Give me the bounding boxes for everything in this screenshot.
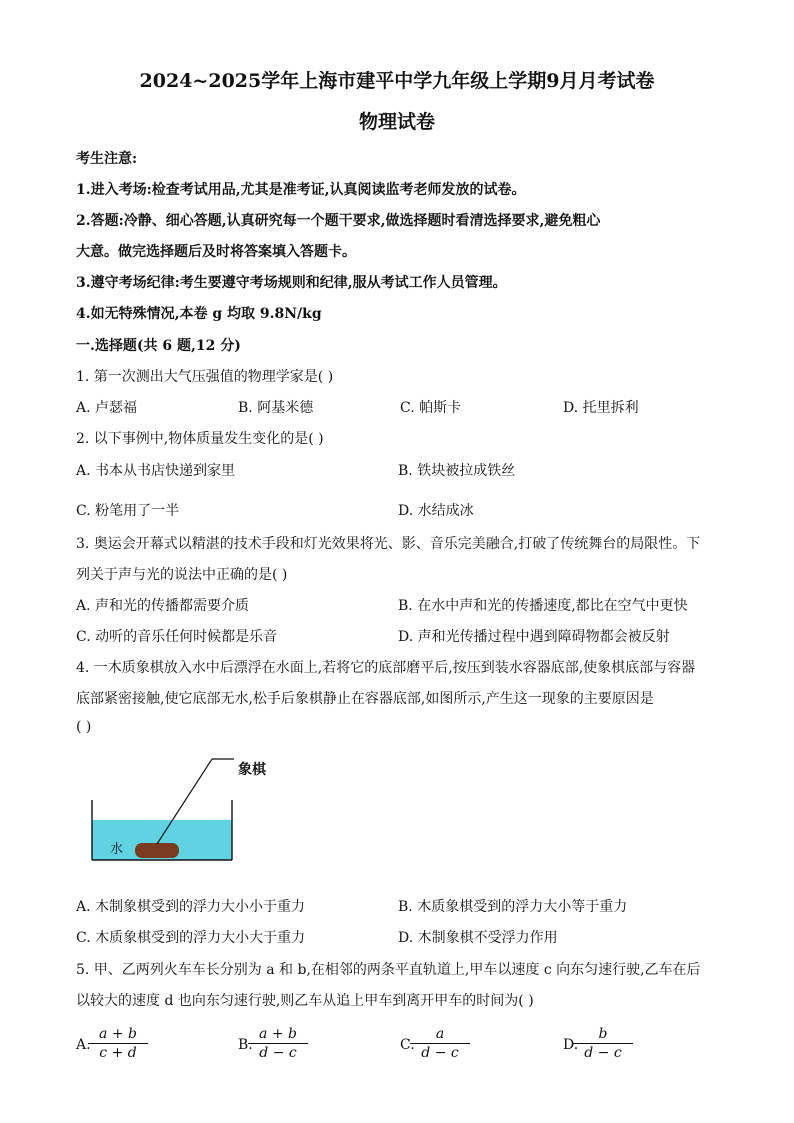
q5-option-d-label: D.	[563, 1037, 579, 1053]
q5-option-b-fraction	[248, 1026, 308, 1061]
q1-option-c: C. 帕斯卡	[400, 400, 462, 416]
q5-a-denominator: c + d	[99, 1045, 137, 1061]
q3-option-a: A. 声和光的传播都需要介质	[76, 598, 250, 614]
q5-c-denominator: d − c	[421, 1045, 459, 1061]
q4-stem-cont: 底部紧密接触,使它底部无水,松手后象棋静止在容器底部,如图所示,产生这一现象的主要原因是	[76, 691, 654, 707]
q5-a-numerator: a + b	[88, 1026, 148, 1044]
q3-option-d: D. 声和光传播过程中遇到障碍物都会被反射	[398, 629, 670, 645]
q5-d-numerator: b	[573, 1026, 633, 1044]
q4-option-d: D. 木制象棋不受浮力作用	[398, 930, 558, 946]
chess-piece	[135, 843, 179, 858]
section-heading: 一.选择题(共 6 题,12 分)	[76, 338, 241, 354]
q2-option-a: A. 书本从书店快递到家里	[76, 463, 236, 479]
q1-option-d: D. 托里拆利	[563, 400, 639, 416]
q1-stem: 1. 第一次测出大气压强值的物理学家是( )	[76, 369, 334, 385]
q4-option-a: A. 木制象棋受到的浮力大小小于重力	[76, 899, 306, 915]
q5-option-c-fraction	[410, 1026, 470, 1061]
q5-stem: 5. 甲、乙两列火车车长分别为 a 和 b,在相邻的两条平直轨道上,甲车以速度 c 向东匀速行驶,乙车在后	[76, 962, 701, 978]
label-chess: 象棋	[238, 762, 266, 778]
q4-stem: 4. 一木质象棋放入水中后漂浮在水面上,若将它的底部磨平后,按压到装水容器底部,使象棋底部与容器	[76, 660, 696, 676]
q5-option-b-label: B.	[238, 1037, 253, 1053]
q5-c-numerator: a	[410, 1026, 470, 1044]
q1-option-a: A. 卢瑟福	[76, 400, 138, 416]
label-water: 水	[110, 842, 124, 857]
q5-stem-cont: 以较大的速度 d 也向东匀速行驶,则乙车从追上甲车到离开甲车的时间为( )	[76, 993, 534, 1009]
notice-heading: 考生注意:	[76, 151, 138, 167]
q4-stem-paren: ( )	[76, 719, 92, 735]
exam-subtitle: 物理试卷	[358, 111, 435, 133]
q5-option-d-fraction	[573, 1026, 633, 1061]
notice-item-1: 1.进入考场:检查考试用品,尤其是准考证,认真阅读监考老师发放的试卷。	[76, 182, 526, 198]
notice-item-3: 3.遵守考场纪律:考生要遵守考场规则和纪律,服从考试工作人员管理。	[76, 275, 507, 291]
notice-item-2: 2.答题:冷静、细心答题,认真研究每一个题干要求,做选择题时看清选择要求,避免粗心	[76, 213, 601, 229]
q4-option-c: C. 木质象棋受到的浮力大小大于重力	[76, 930, 306, 946]
notice-item-4: 4.如无特殊情况,本卷 g 均取 9.8N/kg	[76, 306, 322, 322]
q5-option-c-label: C.	[400, 1037, 415, 1053]
q1-option-b: B. 阿基米德	[238, 400, 314, 416]
q5-b-denominator: d − c	[259, 1045, 297, 1061]
q2-option-d: D. 水结成冰	[398, 503, 474, 519]
q3-option-c: C. 动听的音乐任何时候都是乐音	[76, 629, 278, 645]
q3-option-b: B. 在水中声和光的传播速度,都比在空气中更快	[398, 598, 688, 614]
exam-title: 2024~2025学年上海市建平中学九年级上学期9月月考试卷	[139, 70, 655, 92]
q2-option-b: B. 铁块被拉成铁丝	[398, 463, 516, 479]
q5-d-denominator: d − c	[584, 1045, 622, 1061]
q5-b-numerator: a + b	[248, 1026, 308, 1044]
q2-stem: 2. 以下事例中,物体质量发生变化的是( )	[76, 431, 324, 447]
q2-option-c: C. 粉笔用了一半	[76, 503, 180, 519]
q3-stem-cont: 列关于声与光的说法中正确的是( )	[76, 567, 288, 583]
q5-option-a-fraction	[88, 1026, 148, 1061]
notice-item-2-cont: 大意。做完选择题后及时将答案填入答题卡。	[76, 244, 356, 260]
q5-option-a-label: A.	[76, 1037, 91, 1053]
q3-stem: 3. 奥运会开幕式以精湛的技术手段和灯光效果将光、影、音乐完美融合,打破了传统舞台的局限性。下	[76, 536, 701, 552]
q4-option-b: B. 木质象棋受到的浮力大小等于重力	[398, 899, 628, 915]
q4-figure	[88, 752, 266, 868]
